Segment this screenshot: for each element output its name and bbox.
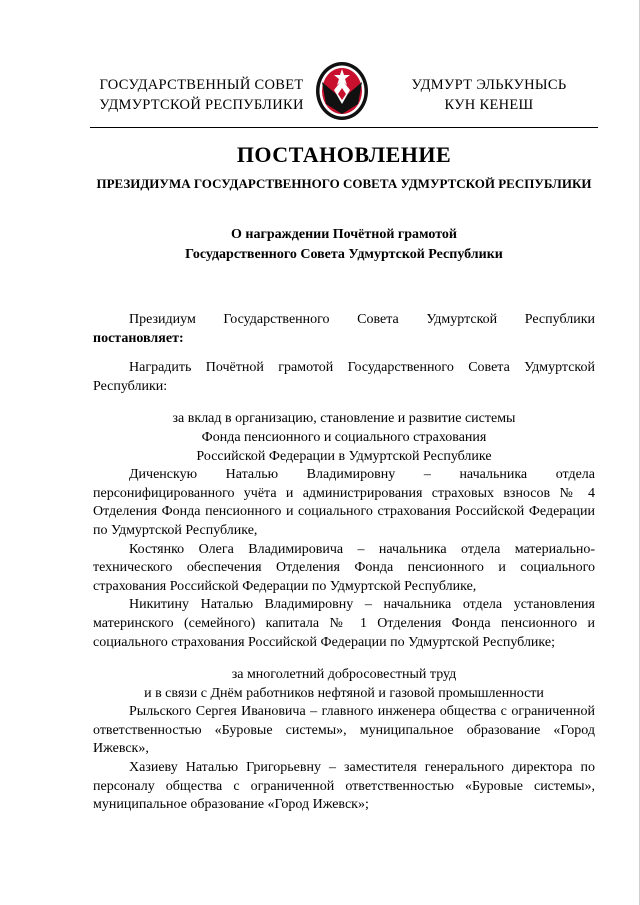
document-subtitle: ПРЕЗИДИУМА ГОСУДАРСТВЕННОГО СОВЕТА УДМУРТСКОЙ РЕСПУБЛИКИ — [96, 176, 592, 191]
section2-line-2: и в связи с Днём работников нефтяной и газовой промышленности — [144, 685, 544, 701]
section1-line-2: Фонда пенсионного и социального страхования — [201, 429, 487, 445]
document-topic — [90, 225, 598, 265]
awardee-5: Хазиеву Наталью Григорьевну – заместителя генерального директора по персоналу общества с ограниченной ответственностью «Буровые системы», муниципальное образование «Город Ижевск»; — [93, 760, 595, 813]
decision-bold: постановляет: — [93, 330, 184, 346]
intro-decision — [93, 330, 595, 349]
section1-line-1: за вклад в организацию, становление и развитие системы — [172, 411, 516, 427]
header-right — [398, 75, 580, 115]
header-right-line-1: УДМУРТ ЭЛЬКУНЫСЬ — [411, 77, 567, 93]
intro-paragraph: Президиум Государственного Совета Удмуртской Республики — [129, 312, 595, 327]
document-title: ПОСТАНОВЛЕНИЕ — [236, 142, 452, 167]
header-left — [94, 75, 309, 115]
topic-line-2: Государственного Совета Удмуртской Республики — [185, 247, 503, 262]
section1-line-3: Российской Федерации в Удмуртской Республике — [196, 448, 492, 464]
udmurt-coat-of-arms-icon — [314, 60, 370, 122]
header-left-line-1: ГОСУДАРСТВЕННЫЙ СОВЕТ — [99, 77, 304, 93]
awardee-4: Рыльского Сергея Ивановича – главного инженера общества с ограниченной ответственностью «Буровые системы», муниципальное образование «Город Ижевск», — [93, 704, 595, 757]
awardee-1: Диченскую Наталью Владимировну – начальника отдела персонифицированного учёта и администрирования страховых взносов № 4 Отделения Фонда пенсионного и социального страхования Российской Федерации по Удмуртской Республике, — [93, 467, 595, 538]
header-divider — [90, 127, 598, 128]
header-right-line-2: КУН КЕНЕШ — [444, 97, 534, 113]
document-body — [93, 311, 595, 815]
award-paragraph: Наградить Почётной грамотой Государственного Совета Удмуртской Республики: — [93, 360, 595, 394]
awardee-2: Костянко Олега Владимировича – начальника отдела материально-технического обеспечения Отделения Фонда пенсионного и социального страхования Российской Федерации по Удмуртской Республике, — [93, 541, 595, 594]
awardee-3: Никитину Наталью Владимировну – начальника отдела установления материнского (семейного) капитала № 1 Отделения Фонда пенсионного и социального страхования Российской Федерации по Удмуртской Республике; — [93, 597, 595, 650]
section2-line-1: за многолетний добросовестный труд — [231, 667, 457, 683]
topic-line-1: О награждении Почётной грамотой — [231, 227, 457, 242]
header-left-line-2: УДМУРТСКОЙ РЕСПУБЛИКИ — [99, 97, 304, 113]
